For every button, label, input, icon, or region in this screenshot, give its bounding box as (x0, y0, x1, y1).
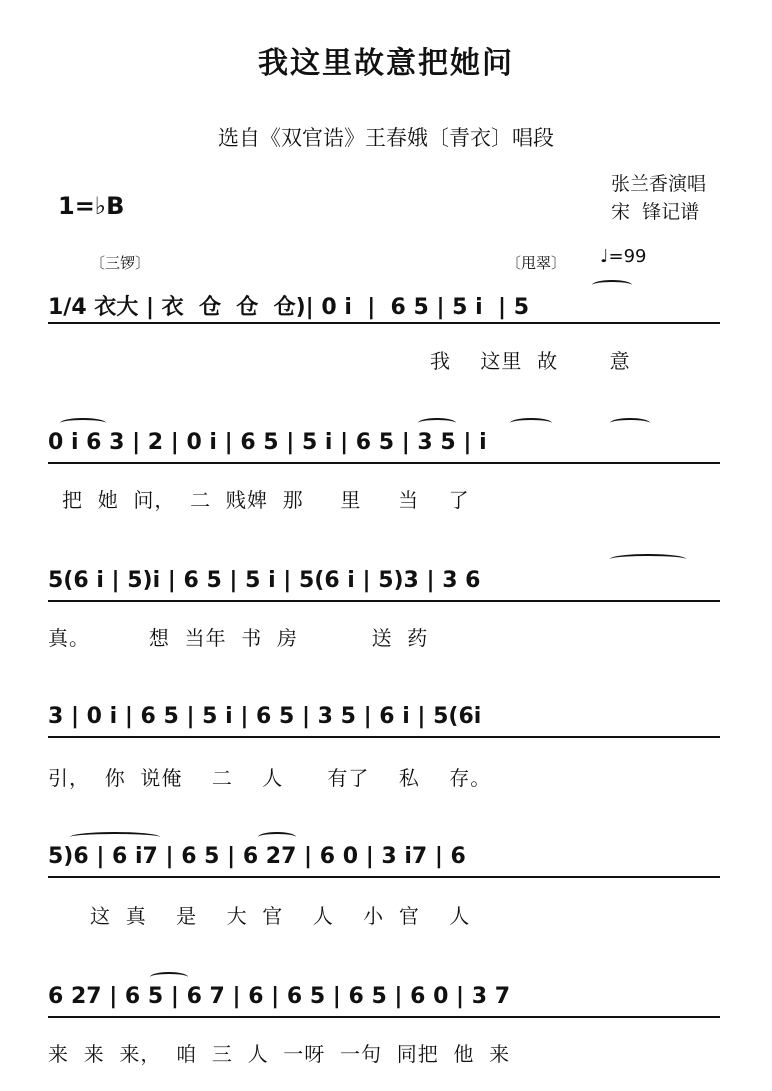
lyric-line-3: 真。 想 当年 书 房 送 药 (48, 626, 429, 650)
underline-rule (48, 736, 720, 738)
slur (150, 972, 188, 982)
lyric-line-4: 引， 你 说俺 二 人 有了 私 存。 (48, 766, 492, 790)
page-title: 我这里故意把她问 (258, 46, 514, 81)
key-signature: 1=♭B (58, 192, 125, 220)
transcriber-credit: 宋 锋记谱 (610, 201, 700, 223)
lyric-line-6: 来 来 来， 咱 三 人 一呀 一句 同把 他 来 (48, 1042, 511, 1066)
notation-line-2: 0 i 6 3 | 2 | 0 i | 6 5 | 5 i | 6 5 | 3 5 | i (48, 430, 487, 455)
slur (510, 418, 552, 428)
underline-rule (48, 876, 720, 878)
cue-label: 〔甩翠〕 (506, 254, 567, 272)
notation-line-1: 1/4 衣大 | 衣 仓 仓 仓)| 0 i | 6 5 | 5 i | 5 (48, 295, 530, 320)
tempo-marking: ♩=99 (600, 246, 647, 267)
underline-rule (48, 462, 720, 464)
credits (611, 170, 706, 226)
notation-line-3: 5(6 i | 5)i | 6 5 | 5 i | 5(6 i | 5)3 | 3 6 (48, 568, 481, 593)
performer-credit: 张兰香演唱 (610, 173, 706, 195)
underline-rule (48, 1016, 720, 1018)
underline-rule (48, 322, 720, 324)
slur (70, 832, 160, 842)
lyric-line-2: 把 她 问， 二 贱婢 那 里 当 了 (62, 488, 470, 512)
percussion-label: 〔三锣〕 (90, 254, 151, 272)
slur (610, 418, 650, 428)
subtitle: 选自《双官诰》王春娥〔青衣〕唱段 (218, 126, 554, 150)
slur (610, 554, 686, 564)
slur (60, 418, 106, 428)
underline-rule (48, 600, 720, 602)
notation-line-6: 6 27 | 6 5 | 6 7 | 6 | 6 5 | 6 5 | 6 0 | 3 7 (48, 984, 511, 1009)
notation-line-4: 3 | 0 i | 6 5 | 5 i | 6 5 | 3 5 | 6 i | 5(6i (48, 704, 482, 729)
notation-line-5: 5)6 | 6 i7 | 6 5 | 6 27 | 6 0 | 3 i7 | 6 (48, 844, 466, 869)
slur (592, 280, 632, 290)
lyric-line-5: 这 真 是 大 官 人 小 官 人 (90, 904, 471, 928)
lyric-line-1: 我 这里 故 意 (430, 349, 631, 373)
slur (258, 832, 296, 842)
slur (418, 418, 456, 428)
